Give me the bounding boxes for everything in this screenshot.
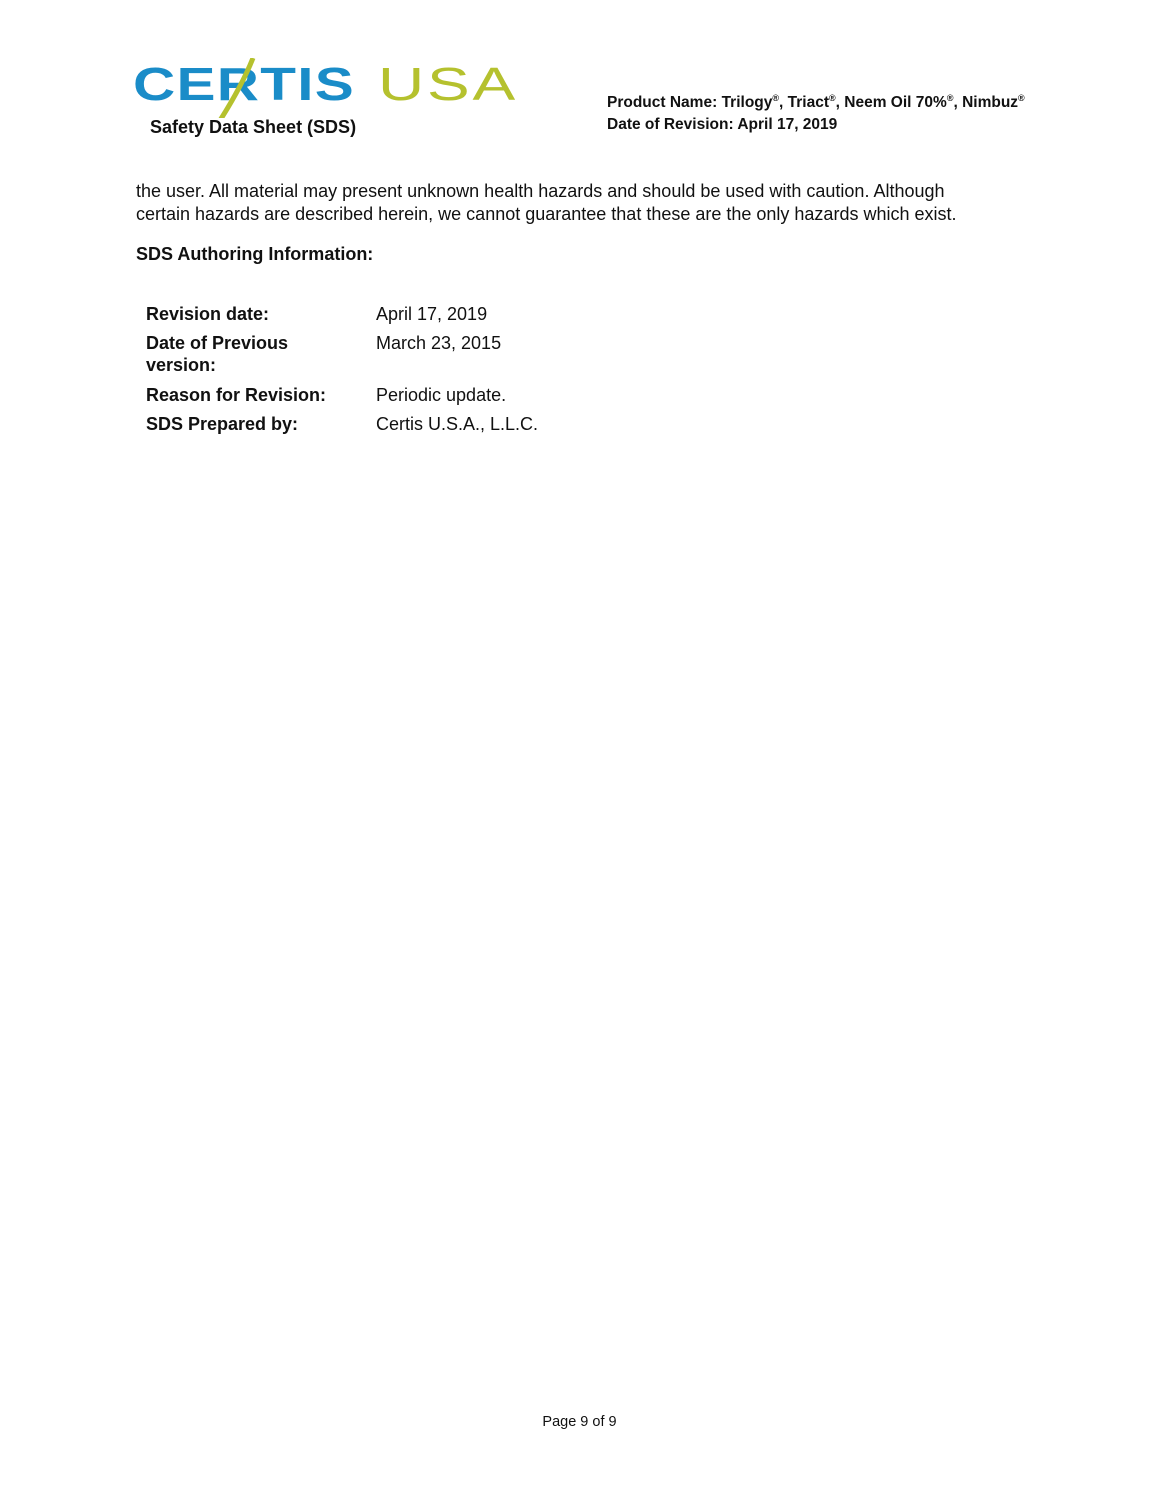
- authoring-info-table: [146, 303, 746, 442]
- product-triact: Triact: [787, 94, 830, 111]
- product-neem-oil: Neem Oil 70%: [844, 94, 947, 111]
- revision-date-line: Date of Revision: April 17, 2019: [607, 116, 838, 133]
- previous-version-label: [146, 332, 376, 376]
- header-product-info: [607, 92, 1025, 136]
- certis-usa-logo: [133, 58, 523, 118]
- disclaimer-paragraph: [136, 180, 1036, 226]
- page-number: Page 9 of 9: [542, 1414, 617, 1430]
- registered-mark: ®: [772, 93, 780, 103]
- disclaimer-line-2: certain hazards are described herein, we cannot guarantee that these are the only hazards which exist.: [136, 204, 957, 224]
- registered-mark: ®: [946, 93, 954, 103]
- prepared-by-label: SDS Prepared by:: [146, 414, 299, 434]
- product-separator: ,: [953, 94, 963, 111]
- section-heading-authoring: SDS Authoring Information:: [136, 244, 374, 264]
- previous-version-label-line-1: Date of Previous: [146, 333, 289, 353]
- product-name-label: Product Name:: [607, 94, 722, 111]
- table-row-revision-date: [146, 303, 746, 332]
- registered-mark: ®: [829, 93, 836, 103]
- reason-value: Periodic update.: [376, 385, 507, 405]
- table-row-prepared-by: [146, 413, 746, 442]
- previous-version-value: March 23, 2015: [376, 333, 502, 353]
- product-separator: ,: [835, 94, 845, 111]
- reason-label: Reason for Revision:: [146, 385, 327, 405]
- document-title: Safety Data Sheet (SDS): [150, 117, 357, 137]
- previous-version-label-line-2: version:: [146, 355, 217, 375]
- registered-mark: ®: [1018, 93, 1025, 103]
- product-name-line: [607, 92, 1025, 114]
- table-row-reason: [146, 384, 746, 413]
- product-separator: ,: [779, 94, 788, 111]
- disclaimer-line-1: the user. All material may present unknown health hazards and should be used with caution. Although: [136, 181, 945, 201]
- prepared-by-value: Certis U.S.A., L.L.C.: [376, 414, 539, 434]
- product-nimbuz: Nimbuz: [962, 94, 1019, 111]
- table-row-previous-version: [146, 332, 746, 384]
- logo-word-usa: USA: [378, 58, 518, 110]
- product-trilogy: Trilogy: [721, 94, 773, 111]
- revision-date-label: Revision date:: [146, 304, 270, 324]
- revision-date-value: April 17, 2019: [376, 304, 488, 324]
- logo-word-certis: CERTIS: [133, 58, 355, 110]
